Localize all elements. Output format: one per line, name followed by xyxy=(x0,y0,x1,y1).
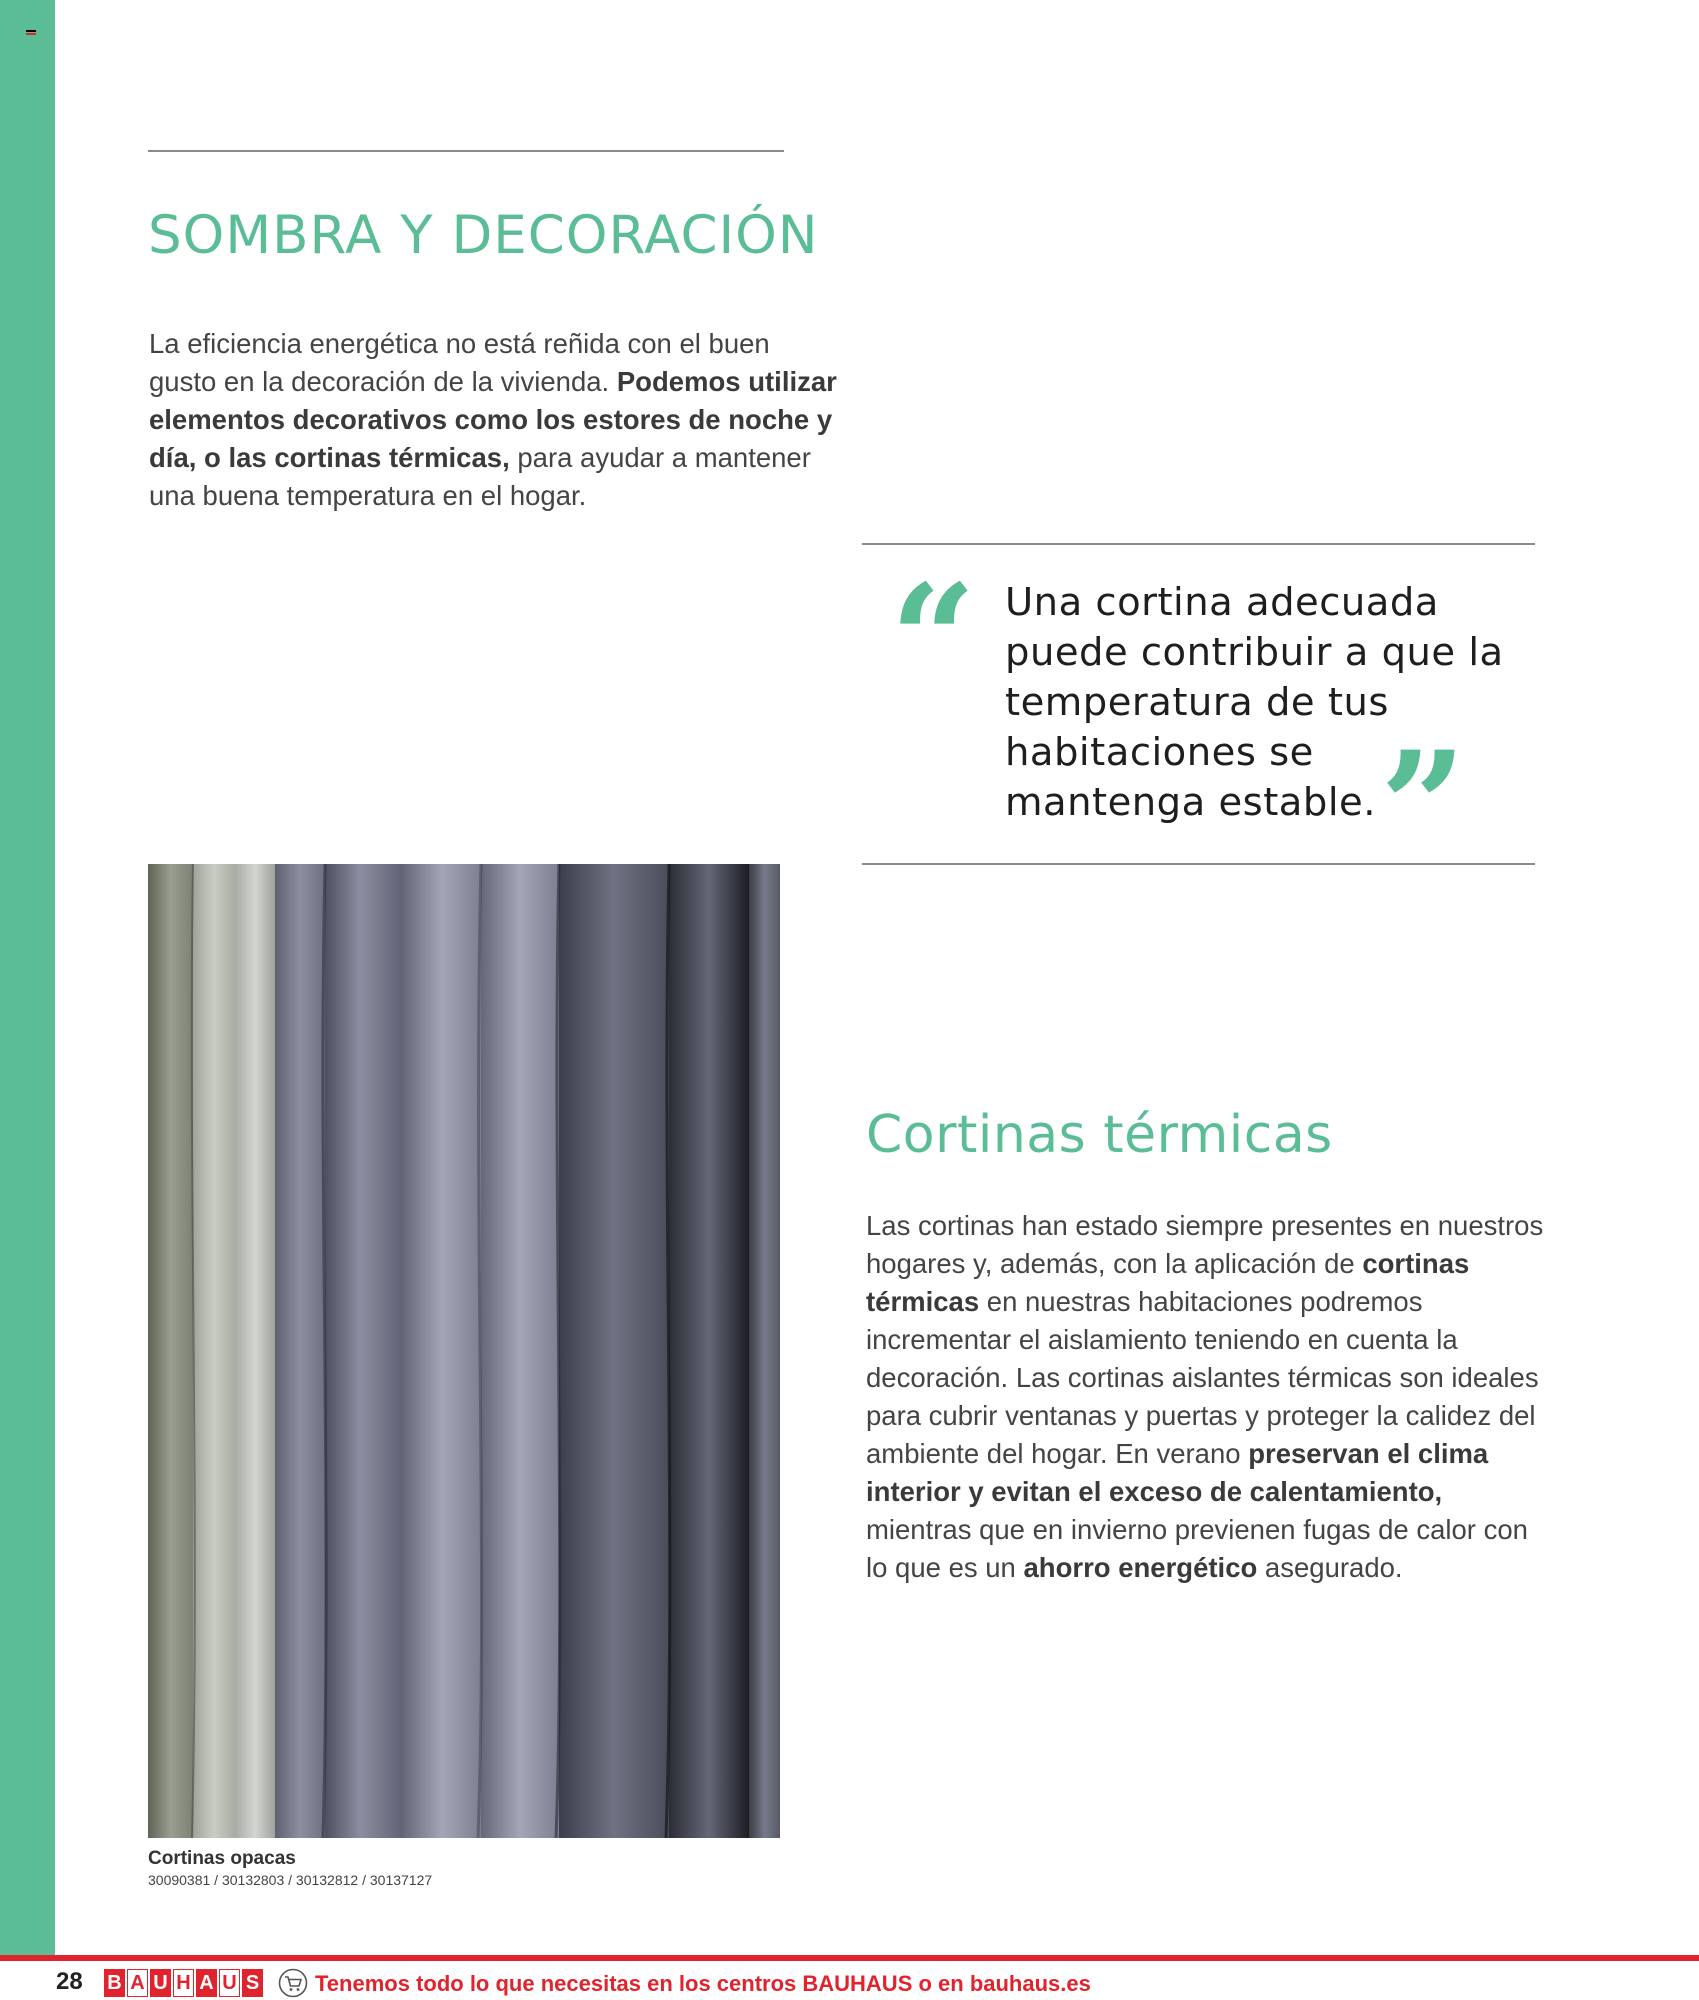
bauhaus-logo xyxy=(104,1969,265,1997)
logo-letter: S xyxy=(242,1969,263,1997)
section-title: Cortinas térmicas xyxy=(866,1105,1333,1165)
quote-bottom-divider xyxy=(862,863,1535,865)
logo-letter: H xyxy=(173,1969,194,1997)
photo-caption-title: Cortinas opacas xyxy=(148,1848,296,1869)
logo-letter: A xyxy=(127,1969,148,1997)
top-divider xyxy=(148,150,784,152)
logo-letter: U xyxy=(150,1969,171,1997)
intro-paragraph: La eficiencia energética no está reñida con el buen gusto en la decoración de la vivienda. Podemos utilizar elementos decorativos como los estores de noche y día, o las cortinas térmicas, para ayudar a mantener una buena temperatura en el hogar. xyxy=(149,328,837,511)
section-paragraph: Las cortinas han estado siempre presentes en nuestros hogares y, además, con la aplicación de cortinas térmicas en nuestras habitaciones podremos incrementar el aislamiento teniendo en cuenta la decoración. Las cortinas aislantes térmicas son ideales para cubrir ventanas y puertas y proteger la calidez del ambiente del hogar. En verano preservan el clima interior y evitan el exceso de calentamiento, mientras que en invierno previenen fugas de calor con lo que es un ahorro energético asegurado. xyxy=(866,1210,1544,1583)
cart-icon xyxy=(278,1968,308,1998)
flag-icon xyxy=(26,30,36,37)
photo-caption-codes: 30090381 / 30132803 / 30132812 / 30137127 xyxy=(148,1872,433,1888)
logo-letter: U xyxy=(219,1969,240,1997)
footer-tagline: Tenemos todo lo que necesitas en los centros BAUHAUS o en bauhaus.es xyxy=(315,1971,1091,1996)
quote-top-divider xyxy=(862,543,1535,545)
page-number: 28 xyxy=(56,1968,83,1995)
logo-letter: B xyxy=(104,1969,125,1997)
pull-quote: Una cortina adecuada puede contribuir a que la temperatura de tus habitaciones se mantenga estable. xyxy=(1005,580,1504,825)
curtains-photo xyxy=(148,864,780,1838)
footer-divider xyxy=(0,1955,1699,1961)
side-accent-bar xyxy=(0,0,55,1955)
close-quote-icon: ” xyxy=(1380,719,1467,895)
page-title: SOMBRA Y DECORACIÓN xyxy=(148,205,819,266)
logo-letter: A xyxy=(196,1969,217,1997)
open-quote-icon: “ xyxy=(890,552,977,728)
